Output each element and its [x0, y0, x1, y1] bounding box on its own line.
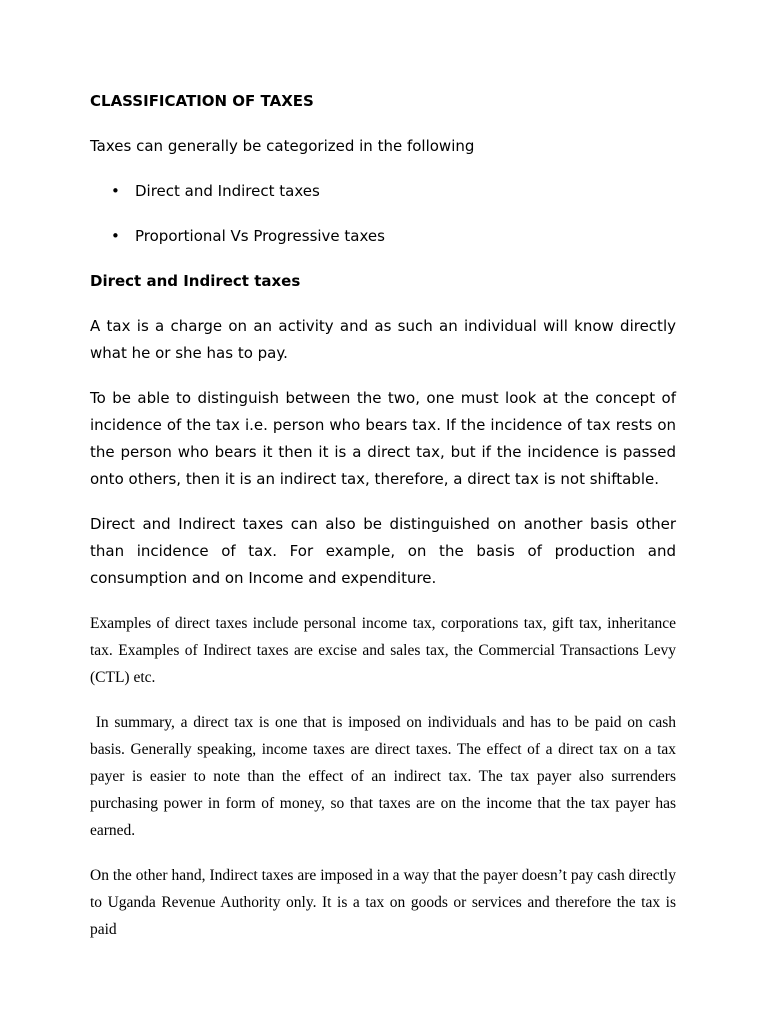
bullet-list	[90, 178, 676, 249]
paragraph: On the other hand, Indirect taxes are imposed in a way that the payer doesn’t pay cash directly to Uganda Revenue Authority only. It is a tax on goods or services and therefore the tax is paid	[90, 867, 676, 938]
paragraph: A tax is a charge on an activity and as such an individual will know directly what he or she has to pay.	[90, 317, 676, 362]
page-title: CLASSIFICATION OF TAXES	[90, 92, 314, 110]
paragraph: Direct and Indirect taxes can also be distinguished on another basis other than incidence of tax. For example, on the basis of production and consumption and on Income and expenditure.	[90, 515, 676, 587]
paragraph: Examples of direct taxes include personal income tax, corporations tax, gift tax, inheritance tax. Examples of Indirect taxes are excise and sales tax, the Commercial Transactions Levy (CTL) etc.	[90, 615, 676, 686]
bullet-icon: •	[111, 227, 120, 245]
list-item-text: Direct and Indirect taxes	[135, 182, 320, 200]
list-item-text: Proportional Vs Progressive taxes	[135, 227, 385, 245]
list-item	[90, 178, 676, 204]
list-item	[90, 223, 676, 249]
intro-text: Taxes can generally be categorized in the following	[90, 137, 475, 155]
paragraph: To be able to distinguish between the two, one must look at the concept of incidence of the tax i.e. person who bears tax. If the incidence of tax rests on the person who bears it then it is a direct tax, but if the incidence is passed onto others, then it is an indirect tax, therefore, a direct tax is not shiftable.	[90, 389, 676, 488]
bullet-icon: •	[111, 182, 120, 200]
paragraph: In summary, a direct tax is one that is imposed on individuals and has to be paid on cash basis. Generally speaking, income taxes are direct taxes. The effect of a direct tax on a tax payer is easier to note than the effect of an indirect tax. The tax payer also surrenders purchasing power in form of money, so that taxes are on the income that the tax payer has earned.	[90, 714, 680, 839]
section-heading: Direct and Indirect taxes	[90, 272, 301, 290]
document-page	[90, 88, 680, 961]
